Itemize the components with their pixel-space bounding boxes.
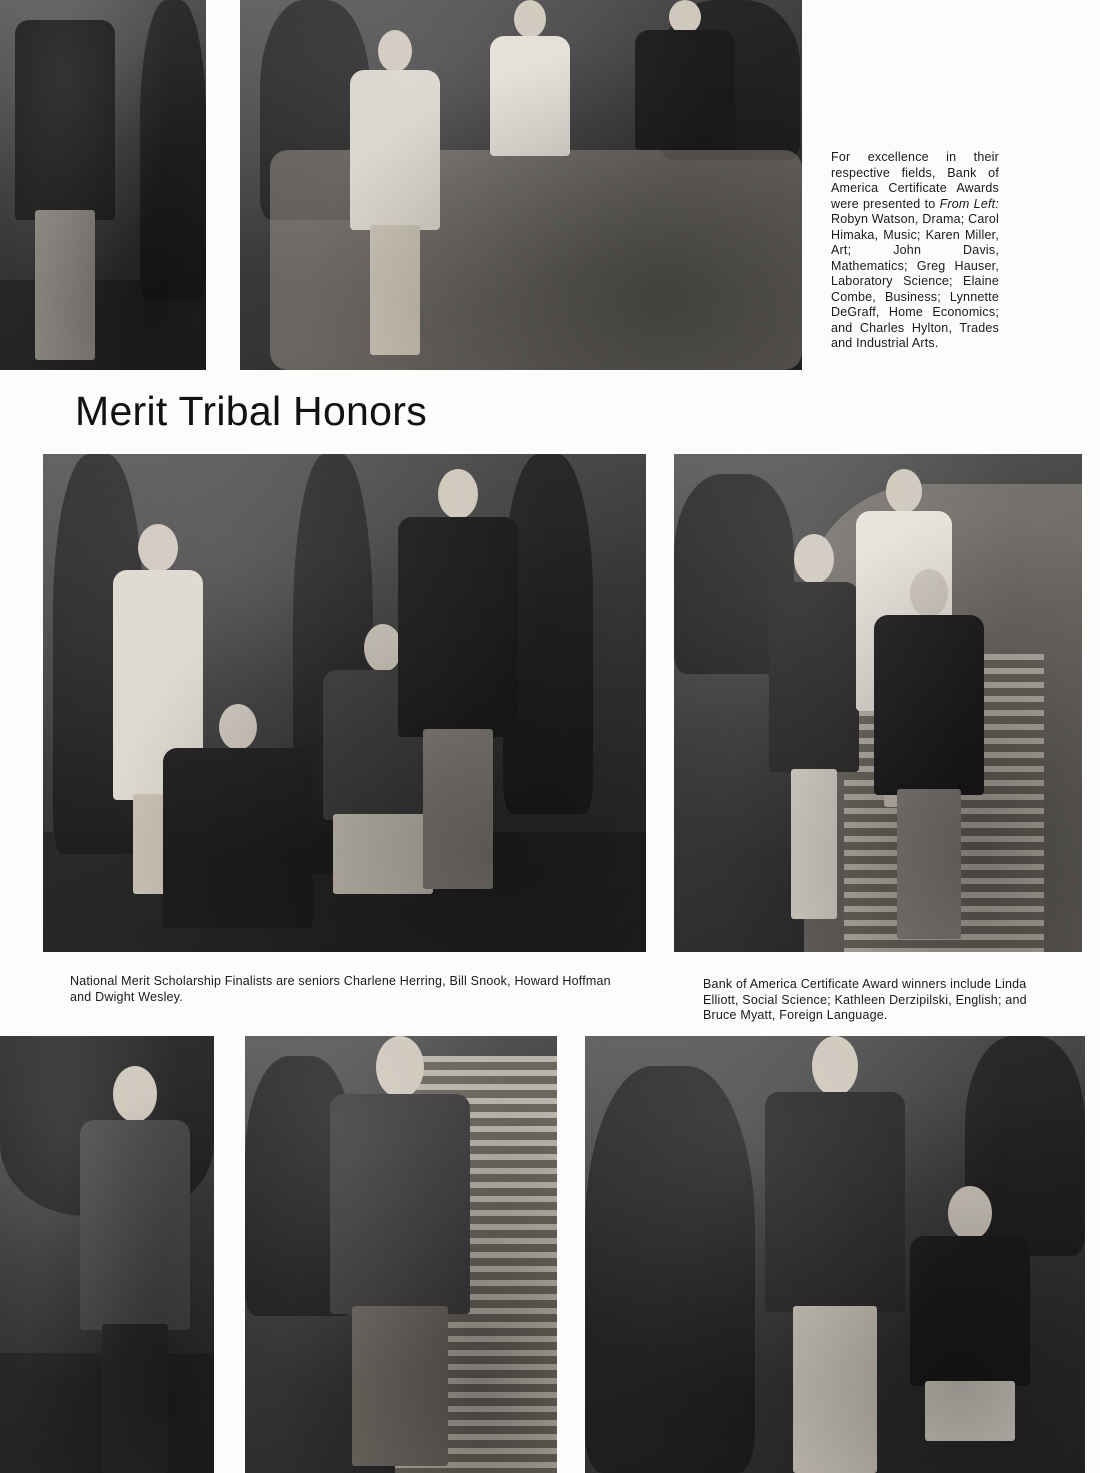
photo-bottom-right [585, 1036, 1085, 1473]
caption-rest: Robyn Watson, Drama; Carol Himaka, Music; Karen Miller, Art; John Davis, Mathematics; Greg Hauser, Laboratory Science; Elaine Combe, Business; Lynnette DeGraff, Home Economics; and Charles Hylton, Trades and Industrial Arts. [831, 212, 999, 350]
student-figure [755, 1036, 915, 1473]
student-figure [905, 1186, 1035, 1473]
student-figure [70, 1066, 200, 1473]
student-figure [153, 704, 323, 944]
caption-from-left: From Left: [939, 196, 999, 211]
caption-lead: For excellence in their respective fields, Bank of America Certificate Awards were presented to [831, 150, 999, 211]
caption-top-right [831, 150, 999, 352]
photo-merit-finalists [43, 454, 646, 952]
student-figure [313, 624, 453, 914]
photo-top-center [240, 0, 802, 370]
page-heading: Merit Tribal Honors [75, 388, 428, 434]
student-figure [754, 534, 874, 934]
student-figure [10, 0, 120, 368]
student-figure [340, 20, 450, 360]
student-figure [849, 469, 959, 809]
photo-bottom-left [0, 1036, 214, 1473]
student-figure [485, 0, 575, 170]
student-figure [305, 1036, 495, 1473]
student-figure [630, 0, 740, 160]
student-figure [103, 524, 213, 904]
student-figure [388, 469, 528, 899]
photo-bottom-center [245, 1036, 557, 1473]
student-figure [869, 569, 989, 949]
caption-merit-finalists: National Merit Scholarship Finalists are seniors Charlene Herring, Bill Snook, Howard Hoffman and Dwight Wesley. [70, 974, 611, 1004]
caption-boa-winners: Bank of America Certificate Award winners include Linda Elliott, Social Science; Kathleen Derzipilski, English; and Bruce Myatt, Foreign Language. [703, 977, 1027, 1022]
photo-boa-winners [674, 454, 1082, 952]
photo-top-left [0, 0, 206, 370]
